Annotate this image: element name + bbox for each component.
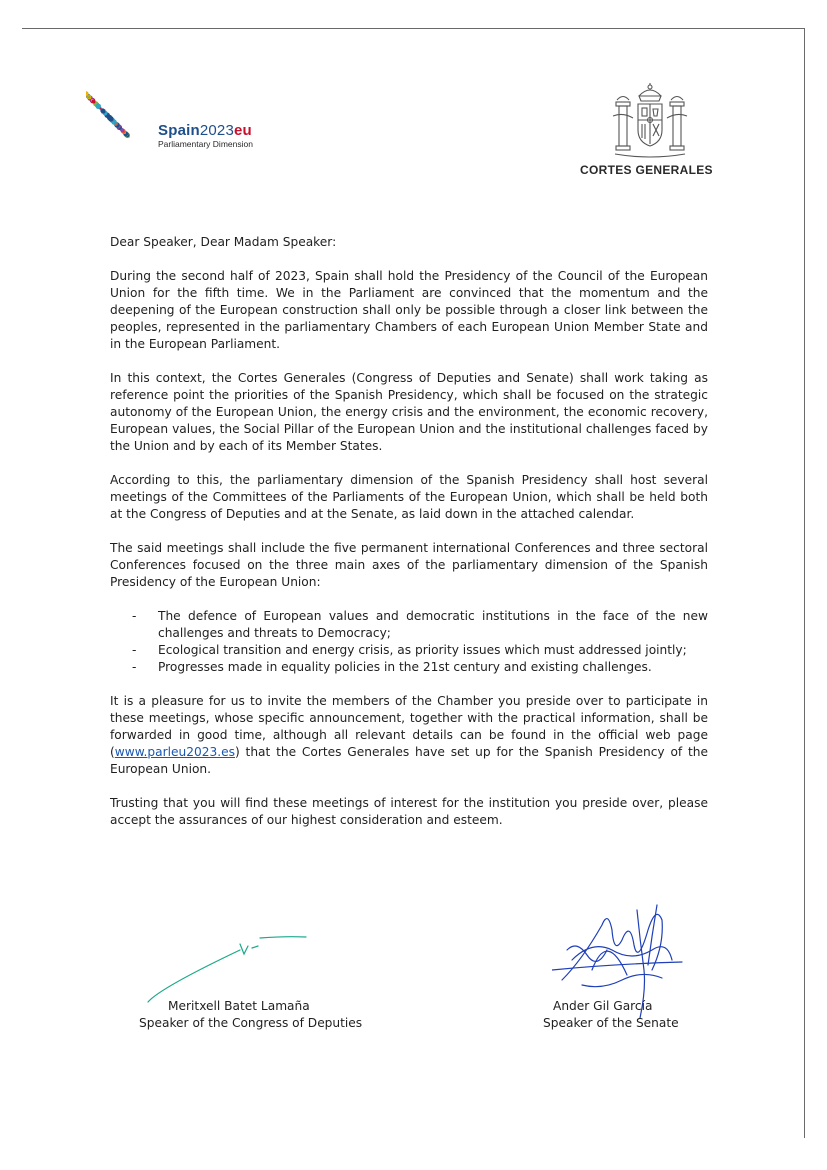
signatory-name-left: Meritxell Batet Lamaña xyxy=(168,999,310,1013)
signature-block-left xyxy=(139,998,379,1032)
paragraph-presidency: During the second half of 2023, Spain shall hold the Presidency of the Council of the European Union for the fifth time. We in the Parliament are convinced that the momentum and the deepening of the European construction shall only be possible through a closer link between the peoples, represented in the parliamentary Chambers of each European Union Member State and in the European Parliament. xyxy=(110,269,708,351)
paragraph-conferences: The said meetings shall include the five permanent international Conferences and three sectoral Conferences focused on the three main axes of the parliamentary dimension of the Spanish Presidency of the European Union: xyxy=(110,541,708,589)
list-item-text: The defence of European values and democratic institutions in the face of the new challenges and threats to Democracy; xyxy=(158,609,708,640)
signature-block-right xyxy=(543,998,703,1032)
logo-dot xyxy=(88,96,91,99)
salutation: Dear Speaker, Dear Madam Speaker: xyxy=(110,235,337,249)
letter-body xyxy=(110,234,708,846)
list-item xyxy=(110,642,708,659)
presidency-logo xyxy=(86,84,286,194)
list-dash: - xyxy=(132,660,137,674)
list-item-text: Ecological transition and energy crisis, as priority issues which must addressed jointly; xyxy=(158,643,687,657)
paragraph-invitation xyxy=(110,693,708,778)
logo-dot xyxy=(120,128,124,132)
invitation-text-start: It is a pleasure for us to invite the members of the Chamber you preside over to participate in these meetings, whose specific announcement, together with the practical information, shall be forwarded in good time, although all relevant details can be found in the official web page ( xyxy=(110,694,708,759)
logo-dot xyxy=(102,110,105,113)
list-dash: - xyxy=(132,643,137,657)
axes-list xyxy=(110,608,708,676)
logo-title-eu: eu xyxy=(234,122,252,139)
paragraph-meetings: According to this, the parliamentary dimension of the Spanish Presidency shall host several meetings of the Committees of the Parliaments of the European Union, which shall be held both at the Congress of Deputies and at the Senate, as laid down in the attached calendar. xyxy=(110,473,708,521)
signatory-name-right: Ander Gil García xyxy=(553,999,653,1013)
list-item-text: Progresses made in equality policies in the 21st century and existing challenges. xyxy=(158,660,652,674)
handwritten-signature-left xyxy=(140,928,310,1008)
official-web-link[interactable]: www.parleu2023.es xyxy=(114,745,235,759)
list-dash: - xyxy=(132,609,137,623)
paragraph-priorities: In this context, the Cortes Generales (Congress of Deputies and Senate) shall work taking as reference point the priorities of the Spanish Presidency, which shall be focused on the strategic autonomy of the European Union, the energy crisis and the environment, the economic recovery, European values, the Social Pillar of the European Union and the institutional challenges faced by the Union and by each of its Member States. xyxy=(110,371,708,453)
logo-title-spain: Spain xyxy=(158,122,200,139)
dots-globe-icon xyxy=(86,84,156,194)
signatory-title-left: Speaker of the Congress of Deputies xyxy=(139,1016,363,1030)
invitation-text-end: ) that the Cortes Generales have set up for the Spanish Presidency of the European Union. xyxy=(110,745,708,776)
cortes-generales-label: CORTES GENERALES xyxy=(580,163,713,177)
signatory-title-right: Speaker of the Senate xyxy=(543,1016,679,1030)
paragraph-closing: Trusting that you will find these meetings of interest for the institution you preside over, please accept the assurances of our highest consideration and esteem. xyxy=(110,796,708,827)
logo-dot xyxy=(92,100,96,104)
logo-title-year: 2023 xyxy=(199,122,235,139)
logo-dot xyxy=(96,104,101,109)
presidency-logo-subtitle: Parliamentary Dimension xyxy=(158,139,253,149)
logo-dot xyxy=(107,115,112,120)
page-right-rule xyxy=(804,28,805,1138)
cortes-generales-logo xyxy=(575,82,725,182)
logo-dot xyxy=(115,123,118,126)
presidency-logo-title xyxy=(158,122,252,139)
list-item xyxy=(110,608,708,642)
list-item xyxy=(110,659,708,676)
page-top-rule xyxy=(22,28,804,29)
coat-of-arms-icon xyxy=(605,82,695,160)
